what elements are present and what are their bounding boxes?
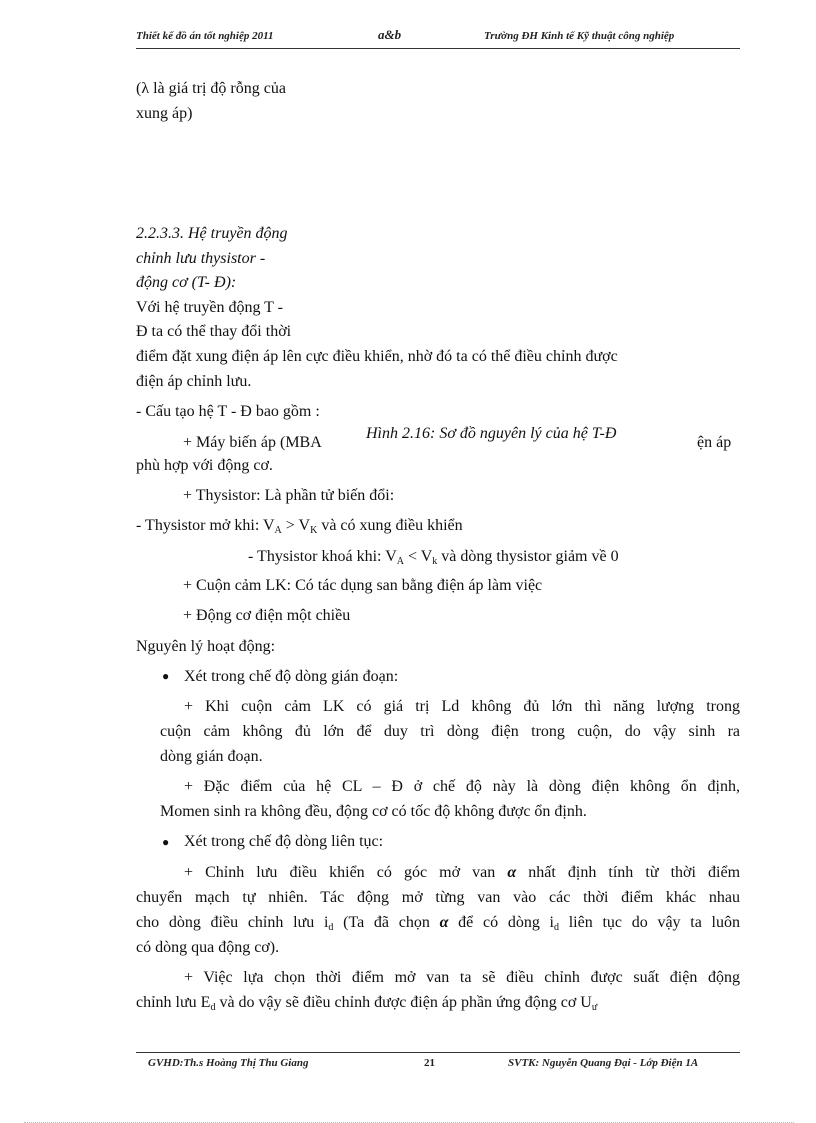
section-heading: động cơ (T- Đ): <box>136 274 237 291</box>
header-ornament: a&b <box>378 27 402 42</box>
text-line: Đ ta có thể thay đổi thời <box>136 323 292 340</box>
text-line: + Việc lựa chọn thời điểm mở van ta sẽ điều chỉnh được suất điện động <box>184 969 740 986</box>
text-line: phù hợp với động cơ. <box>136 457 273 474</box>
bullet-item: Xét trong chế độ dòng liên tục: <box>184 833 384 850</box>
text-line: dòng gián đoạn. <box>160 748 263 765</box>
header-right: Trường ĐH Kinh tế Kỹ thuật công nghiệp <box>484 30 675 42</box>
bullet-icon: ● <box>162 835 170 849</box>
text-line: Với hệ truyền động T - <box>136 299 283 316</box>
footer-left: GVHD:Th.s Hoàng Thị Thu Giang <box>148 1057 309 1069</box>
text-line: chuyển mạch tự nhiên. Tác động mở từng van vào các thời điểm khác nhau <box>136 889 740 906</box>
text-line: + Chỉnh lưu điều khiển có góc mở van α nhất định tính từ thời điểm <box>184 864 741 881</box>
section-heading: 2.2.3.3. Hệ truyền động <box>136 225 288 242</box>
text-line: có dòng qua động cơ). <box>136 939 280 956</box>
header-left: Thiết kế đồ án tốt nghiệp 2011 <box>136 30 274 42</box>
text-line: điểm đặt xung điện áp lên cực điều khiển, nhờ đó ta có thể điều chỉnh được <box>136 348 618 365</box>
bullet-icon: ● <box>162 669 170 683</box>
text-line: cho dòng điều chỉnh lưu $i_d$ (Ta đã chọn α để có dòng $i_d$ liên tục do vậy ta luôn <box>136 914 741 933</box>
text-line: + Động cơ điện một chiều <box>183 607 351 624</box>
text-line: Nguyên lý hoạt động: <box>136 638 276 655</box>
text-line: - Cấu tạo hệ T - Đ bao gồm : <box>136 403 320 420</box>
page-number: 21 <box>424 1057 435 1069</box>
text-line: cuộn cảm không đủ lớn để duy trì dòng điện trong cuộn, do vậy sinh ra <box>160 723 740 740</box>
header-rule <box>136 48 740 49</box>
text-line: Momen sinh ra không đều, động cơ có tốc độ không được ổn định. <box>160 803 587 820</box>
text-line: + Đặc điểm của hệ CL – Đ ở chế độ này là dòng điện không ổn định, <box>184 778 740 795</box>
text-line: + Máy biến áp (MBA <box>183 434 322 451</box>
text-line: + Cuộn cảm LK: Có tác dụng san bằng điện áp làm việc <box>183 577 543 594</box>
footer-rule <box>136 1052 740 1053</box>
figure-caption: Hình 2.16: Sơ đồ nguyên lý của hệ T-Đ <box>366 425 617 442</box>
text-line: chỉnh lưu $E_d$ và do vậy sẽ điều chỉnh được điện áp phần ứng động cơ $U_ư$ <box>136 994 598 1013</box>
text-line: - Thysistor mở khi: $V_A > V_K$ và có xung điều khiển <box>136 517 463 536</box>
text-line: xung áp) <box>136 105 193 122</box>
section-heading: chỉnh lưu thysistor - <box>136 250 266 267</box>
text-line: + Thysistor: Là phần tử biến đổi: <box>183 487 395 504</box>
text-line: (λ là giá trị độ rỗng của <box>136 80 286 97</box>
text-line: - Thysistor khoá khi: $V_A < V_k$ và dòng thysistor giảm về 0 <box>248 548 619 567</box>
text-line: + Khi cuộn cảm LK có giá trị Ld không đủ lớn thì năng lượng trong <box>184 698 740 715</box>
text-line: điện áp chỉnh lưu. <box>136 373 252 390</box>
text-line: ện áp <box>697 434 732 451</box>
footer-right: SVTK: Nguyễn Quang Đại - Lớp Điện 1A <box>508 1057 699 1069</box>
bullet-item: Xét trong chế độ dòng gián đoạn: <box>184 668 399 685</box>
